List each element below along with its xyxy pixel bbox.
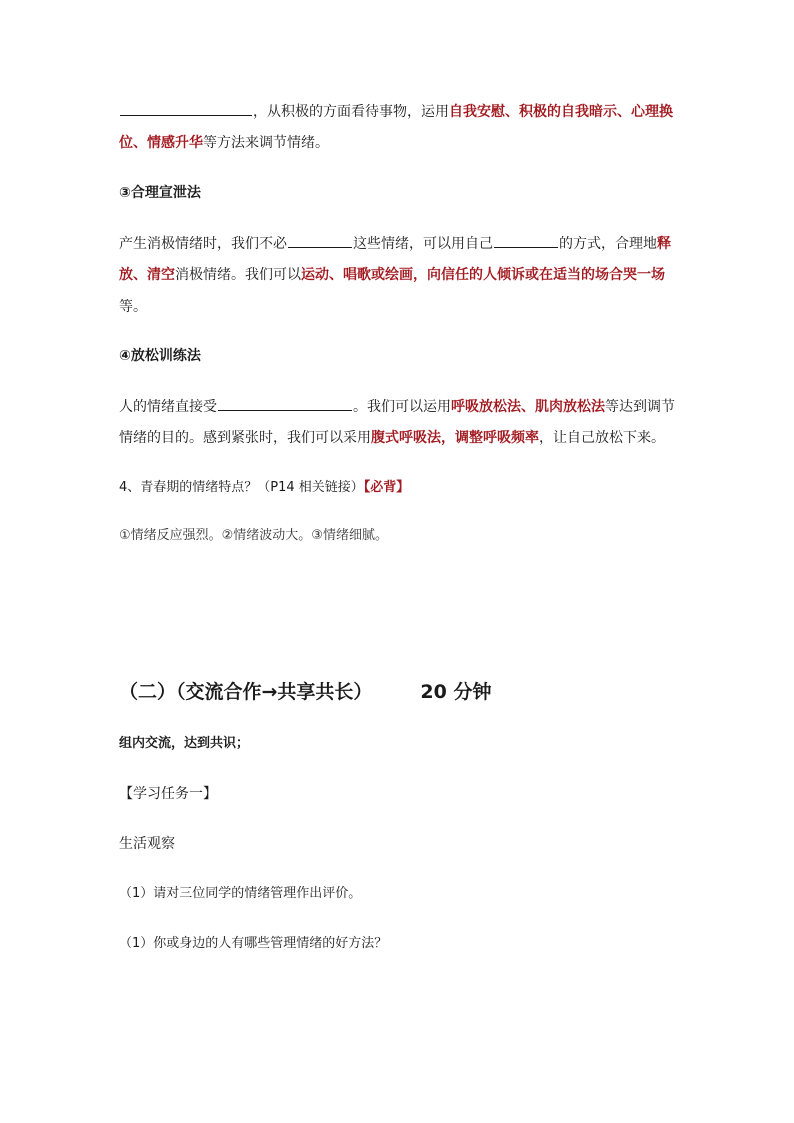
relax-line-2: 情绪的目的。感到紧张时，我们可以采用腹式呼吸法，调整呼吸频率，让自己放松下来。	[119, 430, 665, 446]
fill-blank	[120, 101, 252, 116]
fill-blank	[218, 396, 352, 411]
fill-blank	[494, 233, 558, 248]
reframe-line-1: ，从积极的方面看待事物，运用自我安慰、积极的自我暗示、心理换	[119, 101, 679, 122]
life-observation: 生活观察	[119, 836, 175, 852]
fill-blank	[288, 233, 352, 248]
vent-heading: ③合理宣泄法	[119, 185, 201, 201]
duration: 20 分钟	[420, 681, 492, 703]
vent-line-3: 等。	[119, 299, 147, 315]
question-4: 4、青春期的情绪特点？（P14 相关链接）【必背】	[119, 480, 410, 495]
vent-line-1: 产生消极情绪时，我们不必 这些情绪，可以用自己 的方式，合理地释	[119, 233, 679, 254]
vent-line-2: 放、清空消极情绪。我们可以运动、唱歌或绘画，向信任的人倾诉或在适当的场合哭一场	[119, 267, 665, 283]
relax-line-1: 人的情绪直接受 。我们可以运用呼吸放松法、肌肉放松法等达到调节	[119, 396, 679, 417]
question-1: （1）请对三位同学的情绪管理作出评价。	[119, 886, 362, 901]
question-4-answer: ①情绪反应强烈。②情绪波动大。③情绪细腻。	[119, 528, 388, 543]
relax-heading: ④放松训练法	[119, 348, 201, 364]
subtitle: 组内交流，达到共识；	[119, 736, 250, 751]
section-title: （二）（交流合作→共享共长） 20 分钟	[119, 681, 492, 703]
question-2: （1）你或身边的人有哪些管理情绪的好方法？	[119, 936, 388, 951]
learning-task-heading: 【学习任务一】	[119, 786, 217, 802]
must-memorize-tag: 【必背】	[363, 480, 410, 495]
reframe-line-2: 位、情感升华等方法来调节情绪。	[119, 135, 329, 151]
